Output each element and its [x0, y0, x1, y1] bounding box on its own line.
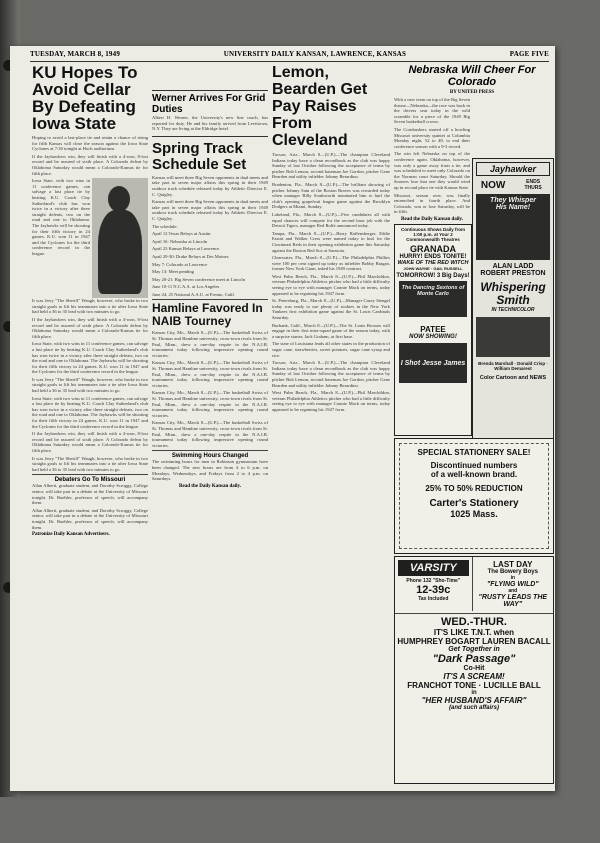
photo-head [108, 186, 130, 212]
article-paragraph: Albert H. Werner, the University's new line coach, has reported for duty. He and his family arrived from Levittown, N.Y. They are living at the Eldridge hotel. [152, 115, 268, 132]
jayhawker-cast: Brenda Marshall · Donald Crisp · William Demarest [478, 361, 548, 371]
headline-iowa-state: KU Hopes To Avoid Cellar By Defeating Iowa State [32, 63, 138, 133]
varsity-name: VARSITY [398, 560, 469, 576]
headline-nebraska: Nebraska Will Cheer For Colorado [408, 64, 536, 88]
article-paragraph: Iowa State, with two wins in 11 conference games, can salvage a last place tie by beating K.U. Coach Clay Sutherland's club has won twice in a victory after three straight defeats, two on the road and one to Oklahoma. The Jayhawks will be shooting for their fifth victory in 24 games. K.U. won 11 in 1947 and the Cyclones for the third conference record in the league. [32, 341, 148, 375]
subhead-debaters: Debaters Go To Missouri [54, 477, 126, 484]
varsity-ad [394, 556, 554, 784]
patee-poster [399, 343, 467, 383]
read-kansan-credit: Read the Daily Kansan daily. [178, 483, 242, 489]
granada-tomorrow: TOMORROW! 3 Big Days! [396, 273, 470, 279]
schedule-item: May 13: Meet pending [152, 269, 194, 275]
patronize-credit: Patronize Daily Kansan Advertisers. [32, 532, 110, 538]
varsity-together: Get Together in [448, 646, 500, 653]
patee-name: PATEE [420, 325, 446, 334]
jayhawker-art [476, 194, 550, 260]
article-paragraph: Kansas will meet three Big Seven opponents in dual meets and take part in seven major affairs this spring in their 1949 outdoor track schedule released today by Athletic Director E. C. Quigley. [152, 174, 268, 197]
masthead-date: TUESDAY, MARCH 8, 1949 [30, 50, 121, 58]
varsity-film-2: "HER HUSBAND'S AFFAIR" [421, 696, 527, 705]
divider [32, 474, 148, 475]
granada-hurry: HURRY! ENDS TONITE! [399, 254, 467, 260]
carters-name: Carter's Stationery [429, 498, 519, 509]
carters-discount: 25% TO 50% REDUCTION [425, 484, 523, 493]
article-paragraph: Clearwater, Fla., March 8—(U.P.)—The Philadelphia Phillies were 100 per cent signed up today as infielder Bobby Bragan, former New York Giant, inked his 1949 contract. [272, 255, 390, 272]
article-paragraph: Kansas City, Mo., March 8—(U.P.)—The basketball Swiss of St. Thomas and Hamline university, cross-town rivals from St. Paul, Minn., drew a one-day respite in the N.A.I.B. tournament today following impressive opening round victories. [152, 360, 268, 388]
article-paragraph: The swimming hours for men in Robinson gymnasium have been changed. The new hours are from 4 to 6 p.m. on Mondays, Wednesdays, and Fridays from 2 to 4 p.m. on Saturdays. [152, 459, 268, 482]
varsity-phone: Phone 132 "Sho-Time" [406, 578, 461, 584]
article-paragraph: If the Jayhawkers win, they will finish with a 4-won, 8-lost record and be assured of sixth place. A Colorado defeat by Oklahoma Saturday would mean a Colorado-Kansas tie for fifth place. [32, 316, 148, 339]
article-paragraph: With a new team on top of the Big Seven throne—Nebraska—the race was back in the drivers seat today in the wild scramble for a piece of the 1949 Big Seven basketball crown. [394, 97, 470, 125]
article-paragraph: The Cornhuskers started off a howling Missouri university quintet at Columbia Monday night, 52 to 48, to end their conference season with a 9-3 record. [394, 126, 470, 149]
last-day-film-1: "FLYING WILD" [486, 581, 539, 588]
patee-film: I Shot Jesse James [400, 359, 466, 367]
article-paragraph: West Palm Beach, Fla., March 8—(U.P.)—Phil Marchildon, veteran Philadelphia Athletics pitcher who had a little difficulty seeing eye to eye with manager Connie Mack on terms, today appeared to be regaining his 1947 form. [272, 390, 390, 412]
last-day-box [472, 557, 553, 611]
column-2 [152, 64, 268, 784]
article-paragraph: St. Petersburg, Fla., March 8—(U.P.)—Manager Casey Stengel today was ready to use plenty of rookies in the New York Yankees first exhibition game against the St. Louis Cardinals Saturday. [272, 298, 390, 321]
varsity-cohit: Co-Hit [463, 665, 485, 672]
granada-cast: JOHN WAYNE · GAIL RUSSELL [403, 266, 463, 271]
schedule-item: April 23 Kansas Relays at Lawrence [152, 246, 220, 252]
divider [152, 450, 268, 451]
headline-spring-track: Spring Track Schedule Set [152, 139, 247, 173]
article-paragraph: Missouri, season over, was finally entrenched in fourth place. And Colorado, win or lose Saturday, will be in fifth. [394, 192, 470, 215]
patee-now: NOW SHOWING! [409, 334, 457, 340]
divider [152, 299, 268, 300]
article-paragraph: West Palm Beach, Fla., March 8—(U.P.)—Phil Marchildon, veteran Philadelphia Athletics pitcher who had a little difficulty seeing eye to eye with manager Connie Mack on terms, today appeared to be regaining his 1947 form. [272, 273, 390, 296]
newspaper-page [10, 46, 555, 791]
jayhawker-ad [472, 158, 554, 460]
article-paragraph: Iowa State, with two wins in 11 conference games, can salvage a last place tie by beating K.U. Coach Clay Sutherland's club has won twice in a victory after three straight defeats, two on the road and one to Oklahoma. The Jayhawks will be shooting for their fifth victory in 24 games. K.U. won 11 in 1947 and the Cyclones for the third conference record in the league. [32, 395, 148, 429]
jayhawker-star-2: ROBERT PRESTON [480, 270, 546, 277]
schedule-list [152, 231, 268, 297]
schedule-item: June 10-11 N.C.A.A. at Los Angeles [152, 284, 220, 290]
schedule-item: April 12 Texas Relays at Austin [152, 231, 211, 237]
article-paragraph: If the Jayhawkers win, they will finish with a 4-won, 8-lost record and be assured of sixth place. A Colorado defeat by Oklahoma Saturday would mean a Colorado-Kansas tie for fifth place. [32, 431, 148, 453]
varsity-stars: HUMPHREY BOGART LAUREN BACALL [397, 637, 551, 646]
granada-feature-art [399, 281, 467, 317]
jayhawker-extras: Color Cartoon and NEWS [479, 375, 547, 381]
granada-name: GRANADA [410, 244, 456, 254]
article-paragraph: Kansas City, Mo., March 8—(U.P.)—The basketball Swiss of St. Thomas and Hamline university, cross-town rivals from St. Paul, Minn., drew a one-day respite in the N.A.I.B. tournament today following impressive opening round victories. [152, 420, 268, 448]
carters-title: SPECIAL STATIONERY SALE! [417, 448, 531, 457]
schedule-item: April 29-30: Drake Relays at Des Moines [152, 253, 229, 259]
article-paragraph: Burbank, Calif., March 8—(U.P.)—The St. Louis Browns will engage in their first intra-squad game of the season today, with a surprise starter, Jack Graham, at first base. [272, 322, 390, 339]
byline: BY UNITED PRESS [449, 90, 495, 95]
varsity-tax: Tax Included [418, 596, 449, 602]
schedule-item: May 20-21: Big Seven conference meet at Lincoln [152, 276, 245, 282]
jayhawker-film: Whispering Smith [480, 280, 546, 307]
varsity-wed-thur: WED.-THUR. [441, 616, 507, 628]
masthead-page: PAGE FIVE [509, 50, 549, 58]
photo-body [98, 210, 142, 294]
column-3 [272, 64, 390, 784]
varsity-stars-2: FRANCHOT TONE · LUCILLE BALL [407, 681, 541, 690]
granada-film: WAKE OF THE RED WITCH [397, 260, 469, 266]
jayhawker-star-1: ALAN LADD [492, 263, 534, 270]
jayhawker-now: NOW [480, 179, 506, 191]
varsity-slogan: IT'S LIKE T.N.T. when [433, 628, 515, 637]
varsity-film: "Dark Passage" [432, 653, 516, 665]
varsity-shorts: (and such affairs) [449, 705, 499, 711]
headline-lemon-bearden: Lemon, Bearden Get Pay Raises From Cleveland [272, 64, 368, 149]
article-paragraph: The win left Nebraska on top of the conference again. Oklahoma, however, was only a game away from a tie, and was scheduled to meet only Colorado on the Norman court Saturday. Should the Sooners lose that one they would wind up in second place tie with Kansas State. [394, 151, 470, 190]
varsity-in: in [471, 690, 477, 696]
masthead [30, 50, 549, 62]
player-photo [92, 178, 148, 298]
carters-line-2: of a well-known brand. [430, 470, 518, 479]
subhead-swimming: Swimming Hours Changed [171, 453, 249, 460]
article-paragraph: Kansas City, Mo., March 8—(U.P.)—The basketball Swiss of St. Thomas and Hamline university, cross-town rivals from St. Paul, Minn., drew a one-day respite in the N.A.I.B. tournament today following impressive opening round victories. [152, 330, 268, 358]
article-paragraph: Tucson, Ariz., March 8—(U.P.)—The champion Cleveland Indians today have a clean recordbook as the club was happy Sunday of last October following the acceptance of terms by pitcher Bob Lemon, second baseman Joe Gordon, pitcher Gene Bearden and utility infielder Johnny Berardino. [272, 360, 390, 388]
jayhawker-ends: ENDS THURS [524, 179, 542, 191]
last-day-title: LAST DAY [493, 560, 533, 569]
article-paragraph: Iowa State, with two wins in 11 conference games, can salvage a last place tie by beating K.U. Coach Clay Sutherland's club has won twice in a victory after three straight defeats, two on the road and one to Oklahoma. The Jayhawks will be shooting for their fifth victory in 24 games. K.U. won 11 in 1947 and the Cyclones for the third conference record in the league. [32, 178, 90, 256]
article-paragraph: It was Jerry "The Sheriff" Waugh, however, who broke in two straight goals to lift his teammates into a tie after Iowa State had held a 36 to 35 lead with two minutes to go. [32, 298, 148, 315]
column-1 [32, 64, 148, 784]
article-paragraph: The state of Louisiana leads all other states in the production of sugar cane, strawberries, sweet potatoes, sugar cane syrup and rice. [272, 341, 390, 358]
varsity-scream: IT'S A SCREAM! [443, 672, 505, 681]
last-day-and: and [508, 588, 518, 594]
masthead-paper: UNIVERSITY DAILY KANSAN, LAWRENCE, KANSAS [223, 50, 407, 58]
article-paragraph: Kansas will meet three Big Seven opponents in dual meets and take part in seven major affairs this spring in their 1949 outdoor track schedule released today by Athletic Director E. C. Quigley. [152, 199, 268, 221]
granada-hours: Continuous Shows Daily from 1:00 p.m. at Your 2 Commonwealth Theatres [400, 227, 465, 242]
jayhawker-cast-photo [476, 317, 550, 357]
granada-feature: The Dancing Sextons of Monte Carlo [401, 285, 465, 297]
granada-patee-ad [394, 224, 472, 436]
article-paragraph: Allan Alberti, graduate student, and Dorothy Scroggy, College senior, will take part in a debate at the University of Missouri tonight. Dr. Buehler, professor of speech, will accompany them. [32, 507, 148, 530]
jayhawker-name: Jayhawker [476, 162, 550, 176]
schedule-item: April 16: Nebraska at Lincoln [152, 238, 208, 244]
article-lead: Hoping to avoid a last-place tie and retain a chance of tieing for fifth Kansas will close the season against the Iowa State Cyclones at 7:30 tonight at Hoch auditorium. [32, 135, 148, 152]
last-day-in: in [510, 575, 516, 581]
jayhawker-tagline-1: They Whisper [490, 197, 536, 204]
divider [395, 613, 553, 614]
last-day-film-2: "RUSTY LEADS THE WAY" [478, 594, 548, 608]
article-paragraph: Tucson, Ariz., March 8—(U.P.)—The champion Cleveland Indians today have a clean recordbook as the club was happy Sunday of last October following the acceptance of terms by pitcher Bob Lemon, second baseman Joe Gordon, pitcher Gene Bearden and utility infielder Johnny Berardino. [272, 152, 390, 180]
article-paragraph: Bradenton, Fla., March 8—(U.P.)—The brilliant showing of pitcher Johnny Sain of the Boston Braves was rewarded today when manager Billy Southworth nominated him to hurl the club's opening grapefruit league game against the Brooklyn Dodgers at Miami, Sunday. [272, 181, 390, 210]
article-paragraph: Tampa, Fla., March 8—(U.P.)—Harry Raffensberger, Eddie Erautt and Walker Cress were named today to hurl for the Cincinnati Reds in their opening exhibition game this Saturday against the Boston Red Sox at Sarasota. [272, 230, 390, 253]
last-day-bowery: The Bowery Boys [487, 569, 538, 575]
schedule-item: May 7: Colorado at Lawrence [152, 261, 208, 267]
werner-box [152, 90, 268, 137]
varsity-price: 12-39c [416, 584, 451, 596]
jayhawker-tagline-2: His Name! [495, 204, 531, 211]
carters-ad [394, 438, 554, 554]
article-paragraph: If the Jayhawkers win, they will finish with a 4-won, 8-lost record and be assured of sixth place. A Colorado defeat by Oklahoma Saturday would mean a Colorado-Kansas tie for fifth place. [32, 153, 148, 176]
carters-address: 1025 Mass. [450, 509, 498, 519]
headline-werner: Werner Arrives For Grid Duties [152, 93, 266, 115]
schedule-item: June 24, 25 National A.A.U. at Fresno, Calif. [152, 291, 236, 297]
schedule-title: The schedule: [152, 223, 178, 229]
carters-line-1: Discontinued numbers [430, 461, 518, 470]
article-paragraph: Allan Alberti, graduate student, and Dorothy Scroggy, College senior, will take part in a debate at the University of Missouri tonight. Dr. Buehler, professor of speech, will accompany them. [32, 483, 148, 506]
jayhawker-color: IN TECHNICOLOR [491, 307, 535, 313]
article-paragraph: It was Jerry "The Sheriff" Waugh, however, who broke in two straight goals to lift his teammates into a tie after Iowa State had held a 36 to 35 lead with two minutes to go. [32, 376, 148, 394]
article-paragraph: It was Jerry "The Sheriff" Waugh, however, who broke in two straight goals to lift his teammates into a tie after Iowa State had held a 36 to 35 lead with two minutes to go. [32, 455, 148, 472]
article-paragraph: Lakeland, Fla., March 8—(U.P.)—Five candidates all with equal chances will compete for the second base job with the Detroit Tigers, manager Red Rolfe announced today. [272, 211, 390, 229]
headline-hamline: Hamline Favored In NAIB Tourney [152, 301, 263, 329]
article-paragraph: Kansas City, Mo., March 8—(U.P.)—The basketball Swiss of St. Thomas and Hamline university, cross-town rivals from St. Paul, Minn., drew a one-day respite in the N.A.I.B. tournament today following impressive opening round victories. [152, 390, 268, 418]
read-kansan-credit: Read the Daily Kansan daily. [400, 216, 464, 222]
